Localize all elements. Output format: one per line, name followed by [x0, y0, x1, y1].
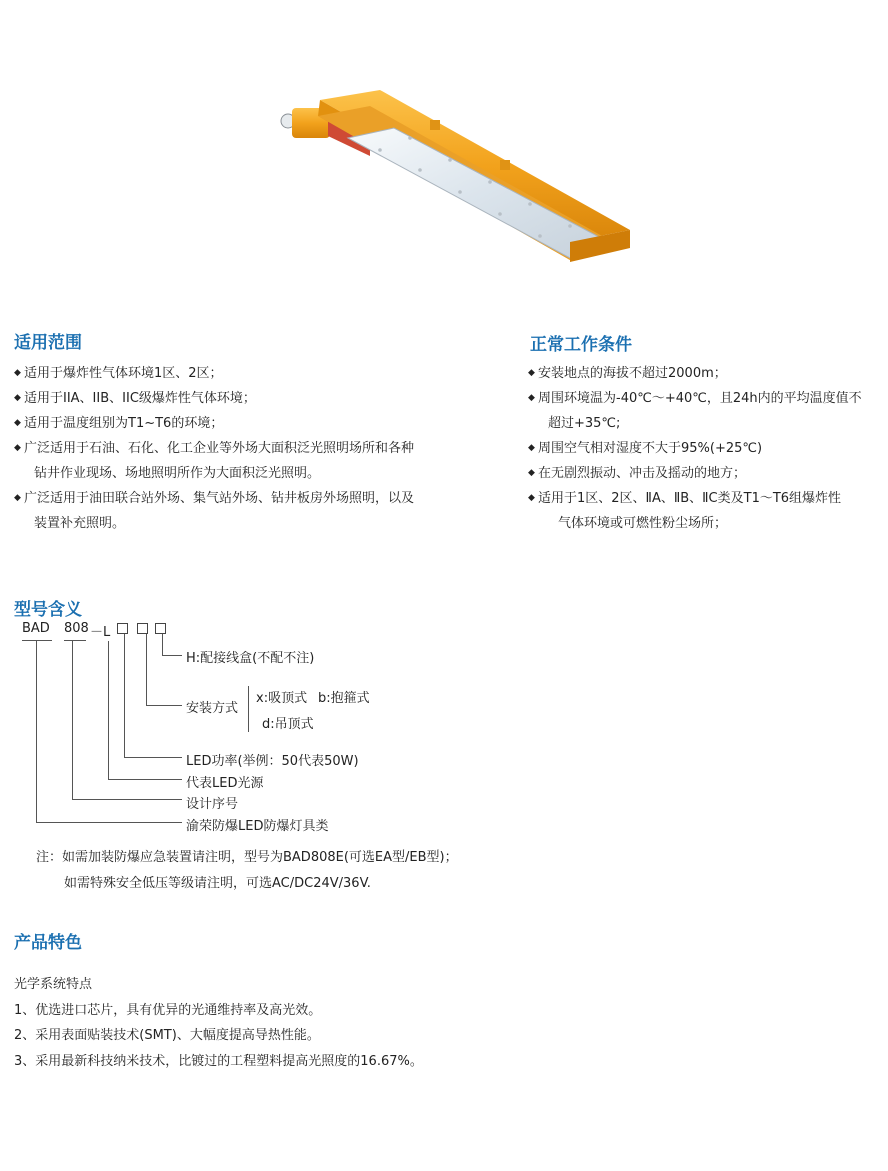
code-prefix: BAD	[22, 621, 50, 636]
list-item: ◆ 适用于温度组别为T1~T6的环境；	[14, 411, 474, 436]
top-bracket-left	[430, 120, 440, 130]
bullet-icon: ◆	[14, 443, 21, 453]
scope-heading: 适用范围	[14, 333, 82, 353]
label-h: H:配接线盒(不配不注)	[186, 651, 315, 666]
label-design: 设计序号	[186, 797, 239, 812]
feature-item: 1、优选进口芯片，具有优异的光通维持率及高光效。	[14, 1003, 322, 1018]
label-install-d: d:吊顶式	[262, 717, 314, 732]
label-led-power: LED功率(举例：50代表50W)	[186, 754, 359, 769]
product-image	[270, 80, 650, 280]
feature-item: 3、采用最新科技纳米技术，比镀过的工程塑料提高光照度的16.67%。	[14, 1054, 423, 1069]
underline-prefix	[22, 640, 52, 641]
bullet-icon: ◆	[528, 368, 535, 378]
code-box-1	[117, 623, 128, 634]
leader-prefix	[36, 641, 37, 823]
code-dash-l: －L	[90, 625, 111, 640]
h-leader-power	[124, 757, 182, 758]
scope-list	[14, 361, 474, 536]
label-maker: 渝荣防爆LED防爆灯具类	[186, 819, 329, 834]
conditions-list	[528, 361, 884, 536]
install-divider	[248, 686, 249, 732]
label-install-b: b:抱箍式	[318, 691, 370, 706]
list-item: ◆ 周围环境温为-40℃～+40℃，且24h内的平均温度值不 超过+35℃;	[528, 386, 884, 436]
list-item: ◆ 适用于IIA、IIB、IIC级爆炸性气体环境；	[14, 386, 474, 411]
list-item: ◆ 广泛适用于油田联合站外场、集气站外场、钻井板房外场照明，以及 装置补充照明。	[14, 486, 474, 536]
label-install-x: x:吸顶式	[256, 691, 308, 706]
h-leader-install	[146, 705, 182, 706]
underline-series	[64, 640, 86, 641]
bullet-icon: ◆	[14, 368, 21, 378]
bullet-icon: ◆	[528, 393, 535, 403]
model-heading: 型号含义	[14, 600, 82, 620]
bullet-icon: ◆	[14, 418, 21, 428]
bullet-icon: ◆	[528, 493, 535, 503]
list-item: ◆ 适用于1区、2区、ⅡA、ⅡB、ⅡC类及T1～T6组爆炸性 气体环境或可燃性粉尘场所；	[528, 486, 884, 536]
conditions-heading: 正常工作条件	[530, 335, 632, 355]
list-item: ◆ 周围空气相对湿度不大于95%(+25℃)	[528, 436, 884, 461]
features-heading: 产品特色	[14, 933, 82, 953]
h-leader-source	[108, 779, 182, 780]
leader-box1	[124, 634, 125, 758]
h-leader-h	[162, 655, 182, 656]
bullet-icon: ◆	[14, 393, 21, 403]
list-item: ◆ 广泛适用于石油、石化、化工企业等外场大面积泛光照明场所和各种 钻井作业现场、场地照明所作为大面积泛光照明。	[14, 436, 474, 486]
bullet-icon: ◆	[14, 493, 21, 503]
leader-series	[72, 641, 73, 799]
top-bracket-right	[500, 160, 510, 170]
code-box-3	[155, 623, 166, 634]
list-item: ◆ 在无剧烈振动、冲击及摇动的地方；	[528, 461, 884, 486]
code-box-2	[137, 623, 148, 634]
feature-item: 2、采用表面贴装技术(SMT)、大幅度提高导热性能。	[14, 1028, 320, 1043]
list-item: ◆ 适用于爆炸性气体环境1区、2区；	[14, 361, 474, 386]
list-item: ◆ 安装地点的海拔不超过2000m；	[528, 361, 884, 386]
leader-l	[108, 641, 109, 779]
h-leader-design	[72, 799, 182, 800]
leader-box3	[162, 634, 163, 656]
model-note-line2: 如需特殊安全低压等级请注明，可选AC/DC24V/36V.	[64, 876, 371, 891]
features-subtitle: 光学系统特点	[14, 977, 93, 992]
code-series: 808	[64, 621, 89, 636]
leader-box2	[146, 634, 147, 706]
bullet-icon: ◆	[528, 468, 535, 478]
model-note-line1: 注：如需加装防爆应急装置请注明，型号为BAD808E(可选EA型/EB型)；	[36, 850, 458, 865]
label-install: 安装方式	[186, 701, 239, 716]
label-led-source: 代表LED光源	[186, 776, 264, 791]
bullet-icon: ◆	[528, 443, 535, 453]
h-leader-maker	[36, 822, 182, 823]
